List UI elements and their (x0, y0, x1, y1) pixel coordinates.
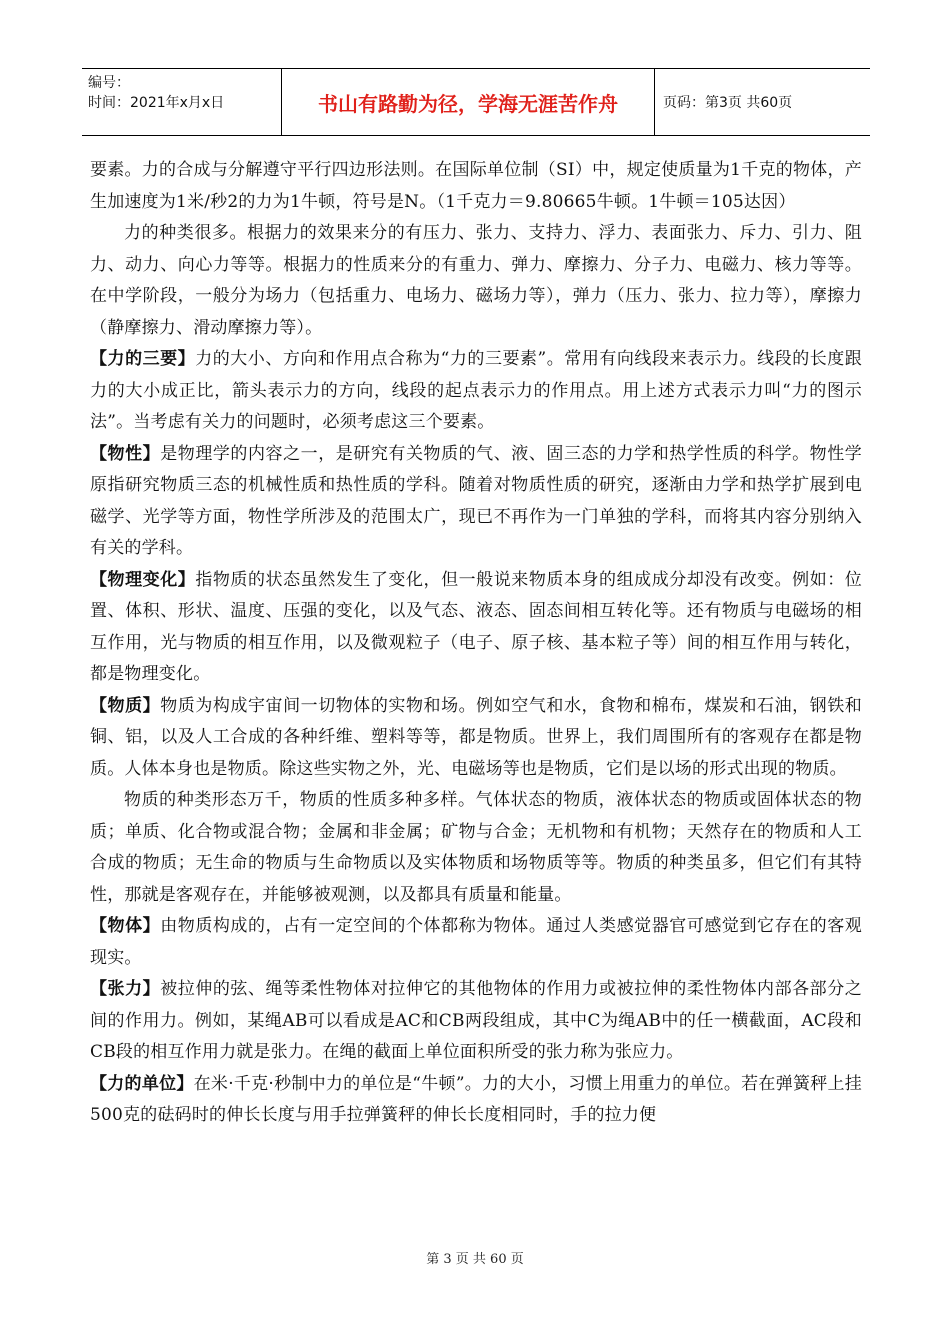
term-heading: 【物理变化】 (90, 569, 196, 590)
paragraph: 【物理变化】指物质的状态虽然发生了变化，但一般说来物质本身的组成成分却没有改变。例如：位置、体积、形状、温度、压强的变化，以及气态、液态、固态间相互转化等。还有物质与电磁场的相互作用，光与物质的相互作用，以及微观粒子（电子、原子核、基本粒子等）间的相互作用与转化，都是物理变化。 (90, 569, 862, 684)
page-footer: 第 3 页 共 60 页 (426, 1252, 524, 1267)
term-heading: 【力的单位】 (90, 1073, 194, 1094)
paragraph: 【张力】被拉伸的弦、绳等柔性物体对拉伸它的其他物体的作用力或被拉伸的柔性物体内部各部分之间的作用力。例如，某绳AB可以看成是AC和CB两段组成，其中C为绳AB中的任一横截面，AC段和CB段的相互作用力就是张力。在绳的截面上单位面积所受的张力称为张应力。 (90, 979, 862, 1062)
paragraph: 【物体】由物质构成的，占有一定空间的个体都称为物体。通过人类感觉器官可感觉到它存在的客观现实。 (90, 916, 862, 968)
time-label: 时间：2021年x月x日 (88, 95, 225, 111)
page-info: 页码：第3页 共60页 (663, 95, 793, 111)
paragraph: 【力的单位】在米·千克·秒制中力的单位是“牛顿”。力的大小，习惯上用重力的单位。若在弹簧秤上挂500克的砝码时的伸长长度与用手拉弹簧秤的伸长长度相同时，手的拉力便 (90, 1073, 863, 1125)
paragraph: 【物质】物质为构成宇宙间一切物体的实物和场。例如空气和水，食物和棉布，煤炭和石油，钢铁和铜、铝，以及人工合成的各种纤维、塑料等等，都是物质。世界上，我们周围所有的客观存在都是物质。人体本身也是物质。除这些实物之外，光、电磁场等也是物质，它们是以场的形式出现的物质。 (90, 695, 862, 779)
term-heading: 【力的三要】 (90, 349, 196, 369)
header-left-cell (82, 69, 282, 135)
paragraph: 物质的种类形态万千，物质的性质多种多样。气体状态的物质，液体状态的物质或固体状态的物质；单质、化合物或混合物；金属和非金属；矿物与合金；无机物和有机物；天然存在的物质和人工合成的物质；无生命的物质与生命物质以及实体物质和场物质等等。物质的种类虽多，但它们有其特性，那就是客观存在，并能够被观测，以及都具有质量和能量。 (90, 790, 862, 905)
motto: 书山有路勤为径，学海无涯苦作舟 (282, 69, 655, 135)
paragraph: 【力的三要】力的大小、方向和作用点合称为“力的三要素”。常用有向线段来表示力。线段的长度跟力的大小成正比，箭头表示力的方向，线段的起点表示力的作用点。用上述方式表示力叫“力的图示法”。当考虑有关力的问题时，必须考虑这三个要素。 (90, 349, 863, 432)
term-heading: 【张力】 (90, 979, 161, 999)
term-heading: 【物质】 (90, 695, 161, 716)
term-heading: 【物体】 (90, 916, 161, 936)
paragraph: 【物性】是物理学的内容之一，是研究有关物质的气、液、固三态的力学和热学性质的科学。物性学原指研究物质三态的机械性质和热性质的学科。随着对物质性质的研究，逐渐由力学和热学扩展到电磁学、光学等方面，物性学所涉及的范围太广，现已不再作为一门单独的学科，而将其内容分别纳入有关的学科。 (90, 443, 862, 558)
term-heading: 【物性】 (90, 443, 161, 464)
number-label: 编号： (88, 75, 130, 91)
paragraph: 力的种类很多。根据力的效果来分的有压力、张力、支持力、浮力、表面张力、斥力、引力、阻力、动力、向心力等等。根据力的性质来分的有重力、弹力、摩擦力、分子力、电磁力、核力等等。在中学阶段，一般分为场力（包括重力、电场力、磁场力等），弹力（压力、张力、拉力等），摩擦力（静摩擦力、滑动摩擦力等）。 (90, 223, 862, 338)
body-text (90, 155, 862, 1132)
header-table (82, 68, 870, 136)
paragraph: 要素。力的合成与分解遵守平行四边形法则。在国际单位制（SI）中，规定使质量为1千克的物体，产生加速度为1米/秒2的力为1牛顿，符号是N。（1千克力＝9.80665牛顿。1牛顿＝105达因） (90, 160, 862, 212)
